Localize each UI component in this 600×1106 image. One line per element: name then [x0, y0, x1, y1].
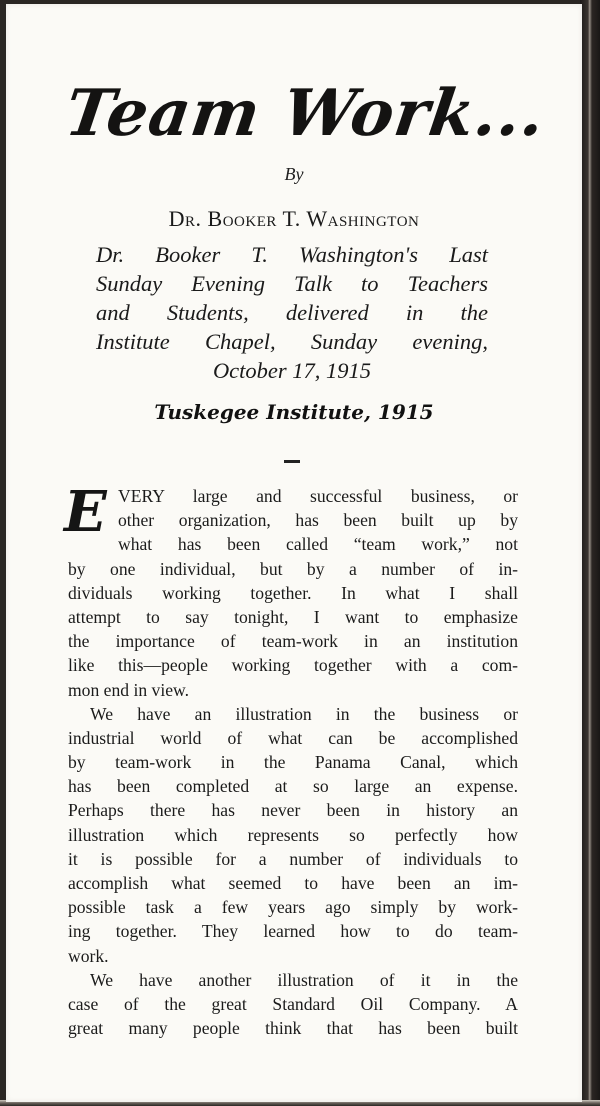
body-line: attempt to say tonight, I want to emphasize [68, 606, 518, 627]
body-line: case of the great Standard Oil Company. A [68, 993, 518, 1014]
subtitle-line: Sunday Evening Talk to Teachers [96, 271, 488, 296]
body-line: the importance of team-work in an institution [68, 631, 518, 652]
body-line: We have an illustration in the business or [90, 703, 518, 724]
body-line: other organization, has been built up by [118, 510, 518, 531]
subtitle-line: Institute Chapel, Sunday evening, [96, 329, 488, 354]
body-line: accomplish what seemed to have been an im- [68, 873, 518, 893]
drop-cap: E [64, 479, 107, 545]
page-edge-shadow [580, 0, 600, 1106]
body-line: mon end in view. [68, 679, 190, 700]
subtitle-line: and Students, delivered in the [96, 300, 488, 325]
subtitle-line: October 17, 1915 [212, 358, 372, 383]
byline: By [284, 164, 304, 184]
subtitle-line: Dr. Booker T. Washington's Last [96, 242, 488, 267]
body-text [68, 484, 518, 1040]
author-name: Dr. Booker T. Washington [168, 206, 420, 231]
section-divider [284, 460, 300, 463]
body-line: by team-work in the Panama Canal, which [68, 752, 518, 773]
document-page [6, 4, 582, 1102]
body-line: ing together. They learned how to do team- [68, 921, 518, 942]
document-title: Team Work... [60, 76, 551, 151]
body-line: it is possible for a number of individuals to [68, 848, 518, 869]
body-line: by one individual, but by a number of in- [68, 558, 518, 579]
body-line: We have another illustration of it in the [90, 969, 518, 990]
body-line: possible task a few years ago simply by work- [68, 897, 518, 918]
body-line: has been completed at so large an expense. [68, 776, 518, 797]
body-line: what has been called “team work,” not [118, 534, 518, 555]
institute-line: Tuskegee Institute, 1915 [154, 400, 434, 424]
subtitle-block [96, 240, 488, 385]
body-line: Perhaps there has never been in history an [68, 800, 518, 821]
body-line: VERY large and successful business, or [118, 486, 518, 506]
body-line: dividuals working together. In what I shall [68, 582, 518, 603]
body-line: work. [68, 945, 109, 966]
body-line: illustration which represents so perfectly how [68, 824, 518, 845]
body-line: industrial world of what can be accomplished [68, 727, 518, 748]
body-line: great many people think that has been built [68, 1018, 518, 1039]
body-line: like this—people working together with a com- [68, 655, 518, 676]
